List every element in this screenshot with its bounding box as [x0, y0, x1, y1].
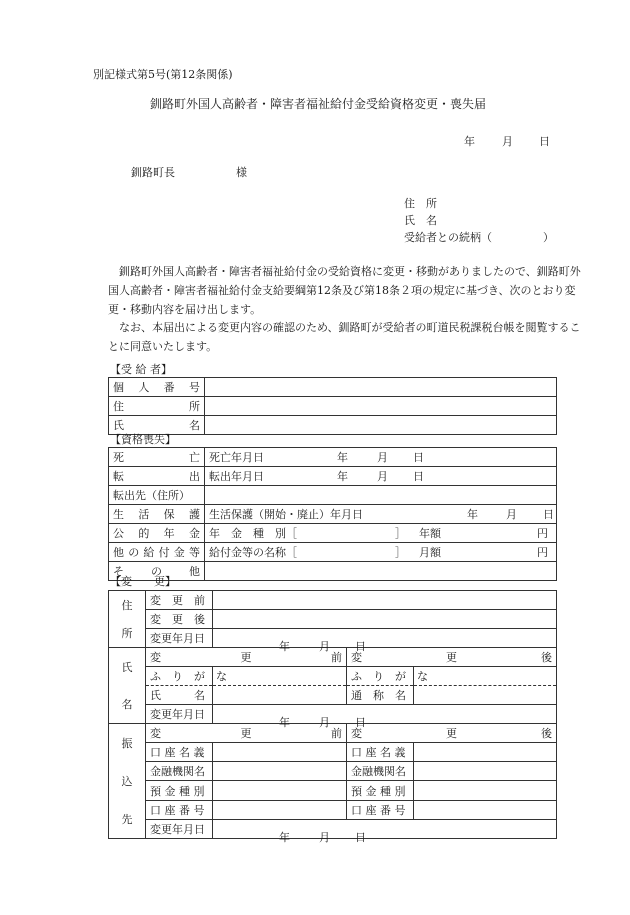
name-after-furigana-label: ふ り が な	[347, 667, 414, 686]
address-side-label: 住 所	[109, 591, 146, 648]
address-before-label: 変 更 前	[146, 591, 213, 610]
name-change-month: 月	[319, 716, 330, 729]
after-deposit-type-label: 預 金 種 別	[347, 781, 414, 800]
document-title: 釧路町外国人高齢者・障害者福祉給付金受給資格変更・喪失届	[150, 97, 487, 111]
other-label: そ の 他	[109, 562, 205, 581]
move-destination-label: 転出先（住所）	[109, 486, 205, 505]
transfer-change-date-label: 変更年月日	[146, 819, 213, 838]
address-before-field[interactable]	[213, 591, 557, 610]
recipient-address-field[interactable]	[205, 397, 557, 416]
name-change-day: 日	[355, 716, 366, 729]
transfer-change-day: 日	[355, 830, 366, 844]
welfare-month: 月	[506, 508, 517, 521]
welfare-date-field[interactable]	[205, 505, 557, 524]
form-number: 別記様式第5号(第12条関係)	[93, 68, 233, 81]
other-benefit-label: 他の給付金等	[109, 543, 205, 562]
address-after-field[interactable]	[213, 610, 557, 629]
pension-label: 公 的 年 金	[109, 524, 205, 543]
move-out-day: 日	[413, 470, 424, 483]
other-benefit-amount-label: 月額	[419, 546, 441, 559]
date-month: 月	[502, 135, 513, 148]
after-account-holder-field[interactable]	[414, 743, 557, 762]
recipient-table	[108, 377, 557, 435]
address-change-date-label: 変更年月日	[146, 629, 213, 648]
death-label: 死 亡	[109, 448, 205, 467]
transfer-change-month: 月	[319, 830, 330, 844]
recipient-name-field[interactable]	[205, 416, 557, 435]
before-bank-label: 金融機関名	[146, 762, 213, 781]
transfer-before-header: 変 更 前	[146, 724, 347, 743]
applicant-address-label: 住 所	[404, 197, 437, 210]
name-before-furigana-label: ふ り が な	[146, 667, 213, 686]
body-paragraph-2: なお、本届出による変更内容の確認のため、釧路町が受給者の町道民税課税台帳を閲覧することに同意いたします。	[108, 321, 581, 353]
section-loss-header: 【資格喪失】	[110, 433, 176, 446]
before-account-holder-field[interactable]	[213, 743, 347, 762]
applicant-relation-close: ）	[543, 231, 554, 244]
after-account-holder-label: 口 座 名 義	[347, 743, 414, 762]
pension-yen: 円	[537, 527, 548, 540]
personal-number-field[interactable]	[205, 378, 557, 397]
transfer-change-date-field[interactable]	[213, 819, 557, 844]
death-date-field[interactable]	[205, 448, 557, 467]
addressee-name: 釧路町長	[131, 166, 175, 179]
date-year: 年	[464, 135, 475, 148]
transfer-change-year: 年	[279, 830, 290, 844]
transfer-after-header: 変 更 後	[347, 724, 557, 743]
move-out-label: 転 出	[109, 467, 205, 486]
name-after-header: 変 更 後	[347, 648, 557, 667]
death-date-label: 死亡年月日	[209, 451, 264, 464]
welfare-day: 日	[543, 508, 554, 521]
after-bank-field[interactable]	[414, 762, 557, 781]
section-change-header: 【変 更】	[110, 575, 176, 588]
recipient-name-label: 氏 名	[109, 416, 205, 435]
personal-number-label: 個 人 番 号	[109, 378, 205, 397]
before-bank-field[interactable]	[213, 762, 347, 781]
before-account-holder-label: 口 座 名 義	[146, 743, 213, 762]
address-change-day: 日	[355, 640, 366, 653]
after-account-number-label: 口 座 番 号	[347, 800, 414, 819]
move-out-date-label: 転出年月日	[209, 470, 264, 483]
other-benefit-close: ］	[395, 546, 406, 559]
after-bank-label: 金融機関名	[347, 762, 414, 781]
name-before-name-field[interactable]	[213, 686, 347, 705]
death-year: 年	[337, 451, 348, 464]
before-account-number-label: 口 座 番 号	[146, 800, 213, 819]
welfare-date-label: 生活保護（開始・廃止）年月日	[209, 508, 363, 521]
move-out-month: 月	[377, 470, 388, 483]
addressee-honorific: 様	[236, 166, 247, 179]
change-table	[108, 590, 557, 844]
recipient-address-label: 住 所	[109, 397, 205, 416]
pension-amount-label: 年額	[419, 527, 441, 540]
before-deposit-type-field[interactable]	[213, 781, 347, 800]
other-benefit-name-label: 給付金等の名称［	[209, 546, 297, 559]
before-account-number-field[interactable]	[213, 800, 347, 819]
loss-table	[108, 447, 557, 581]
name-change-year: 年	[279, 716, 290, 729]
move-destination-field[interactable]	[205, 486, 557, 505]
before-deposit-type-label: 預 金 種 別	[146, 781, 213, 800]
after-account-number-field[interactable]	[414, 800, 557, 819]
welfare-year: 年	[467, 508, 478, 521]
welfare-label: 生 活 保 護	[109, 505, 205, 524]
name-before-header: 変 更 前	[146, 648, 347, 667]
address-change-month: 月	[319, 640, 330, 653]
body-paragraph-1: 釧路町外国人高齢者・障害者福祉給付金の受給資格に変更・移動がありましたので、釧路町外国人高齢者・障害者福祉給付金支給要綱第12条及び第18条２項の規定に基づき、次のとおり変更・移動内容を届け出します。	[108, 265, 581, 316]
death-day: 日	[413, 451, 424, 464]
other-field[interactable]	[205, 562, 557, 581]
address-after-label: 変 更 後	[146, 610, 213, 629]
transfer-side-label: 振 込 先	[109, 724, 146, 839]
applicant-relation-label: 受給者との続柄（	[404, 231, 492, 244]
death-month: 月	[377, 451, 388, 464]
after-deposit-type-field[interactable]	[414, 781, 557, 800]
move-out-year: 年	[337, 470, 348, 483]
address-change-date-field[interactable]	[213, 629, 557, 653]
name-side-label: 氏 名	[109, 648, 146, 724]
name-change-date-label: 変更年月日	[146, 705, 213, 724]
pension-type-close: ］	[395, 527, 406, 540]
other-benefit-field[interactable]	[205, 543, 557, 562]
name-after-common-name-field[interactable]	[414, 686, 557, 705]
section-recipient-header: 【受 給 者】	[110, 363, 172, 376]
applicant-name-label: 氏 名	[404, 214, 437, 227]
name-after-furigana-field[interactable]	[414, 667, 557, 686]
name-before-name-label: 氏 名	[146, 686, 213, 705]
date-day: 日	[539, 135, 550, 148]
move-out-date-field[interactable]	[205, 467, 557, 486]
name-after-common-name-label: 通 称 名	[347, 686, 414, 705]
name-change-date-field[interactable]	[213, 705, 557, 729]
pension-field[interactable]	[205, 524, 557, 543]
address-change-year: 年	[279, 640, 290, 653]
other-benefit-yen: 円	[537, 546, 548, 559]
pension-type-label: 年 金 種 別［	[209, 527, 297, 540]
name-before-furigana-field[interactable]	[213, 667, 347, 686]
